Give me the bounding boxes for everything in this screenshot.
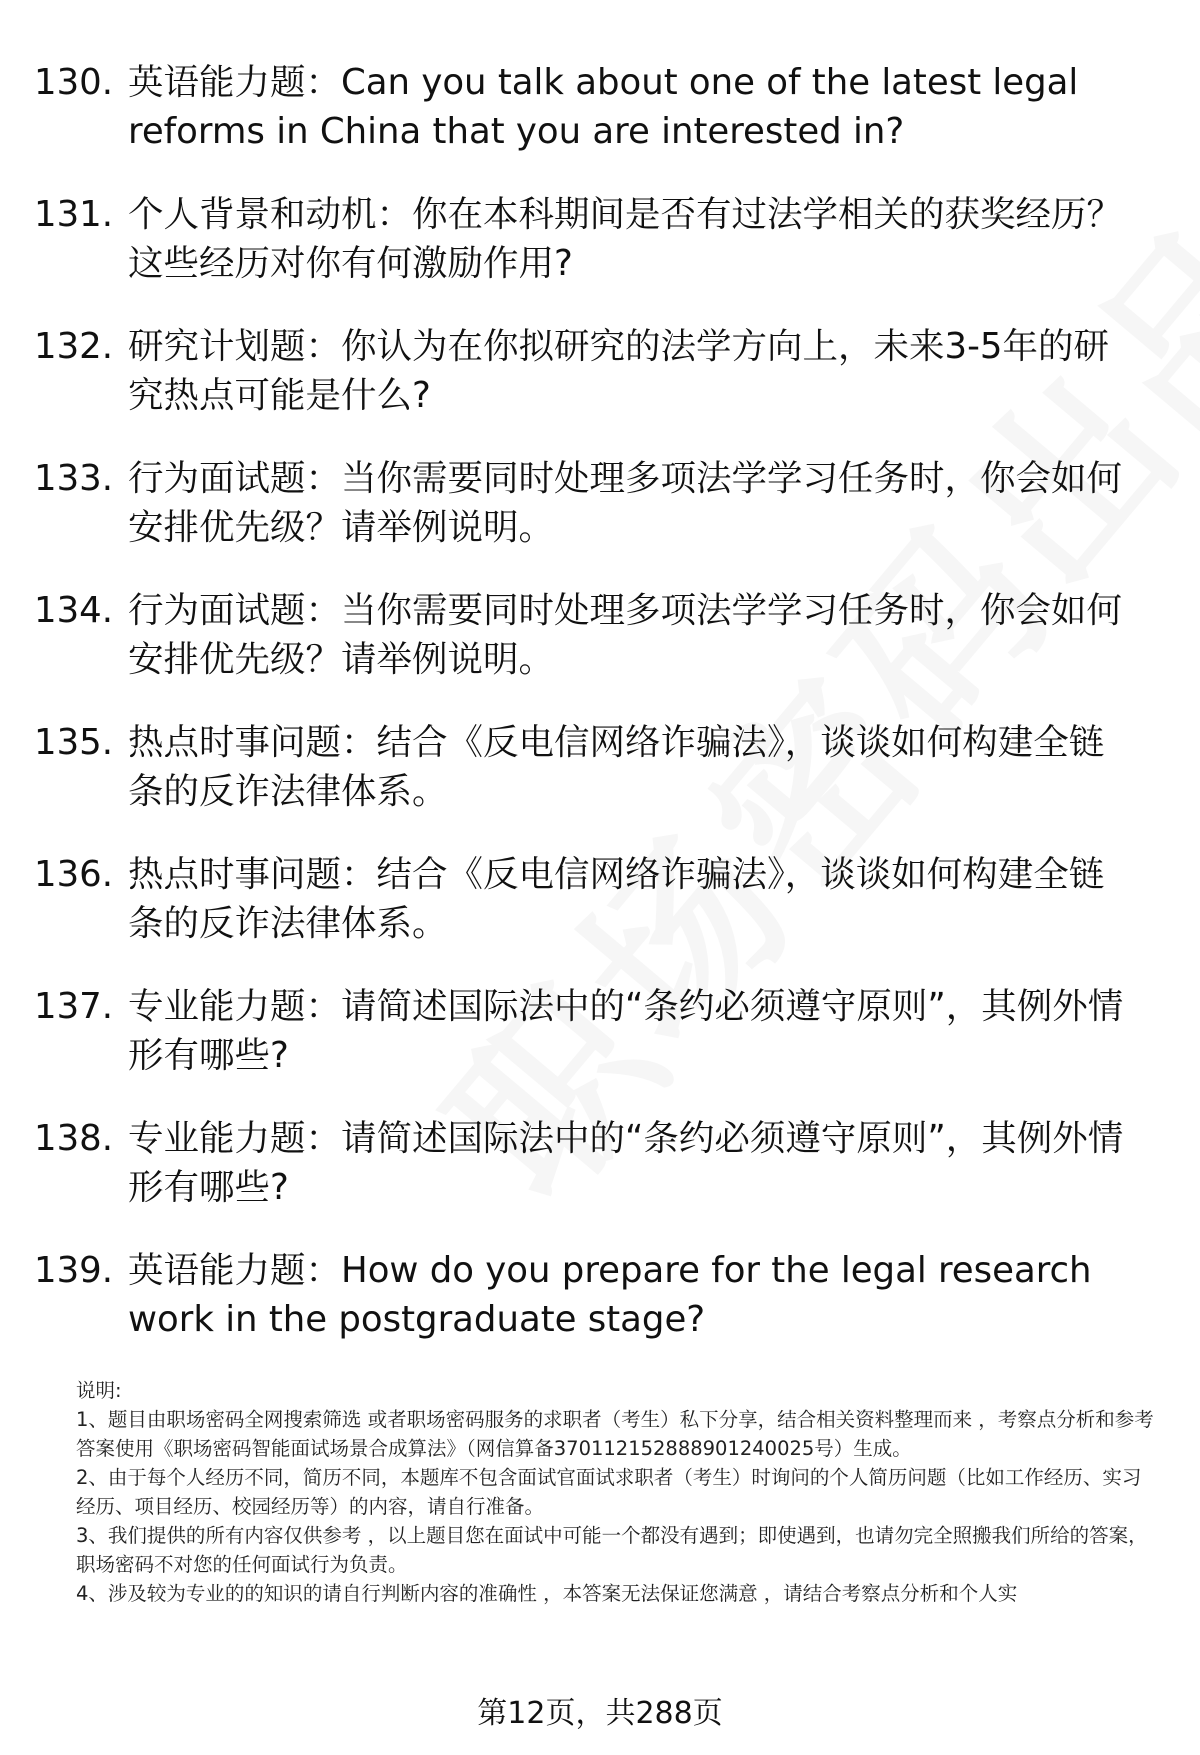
question-number: 132.	[34, 326, 114, 367]
question-text: 行为面试题：当你需要同时处理多项法学学习任务时，你会如何安排优先级？请举例说明。	[128, 458, 1123, 548]
note-item: 1、题目由职场密码全网搜索筛选 或者职场密码服务的求职者（考生）私下分享，结合相关资料整理而来 ，考察点分析和参考答案使用《职场密码智能面试场景合成算法》（网信算备370112152888901240025号）生成。	[76, 1408, 1154, 1460]
question-number: 131.	[34, 194, 114, 235]
note-item: 4、涉及较为专业的的知识的请自行判断内容的准确性 ，本答案无法保证您满意 ，请结合考察点分析和个人实	[76, 1582, 1018, 1605]
question-text: 行为面试题：当你需要同时处理多项法学学习任务时，你会如何安排优先级？请举例说明。	[128, 590, 1123, 680]
page-number: 第12页，共288页	[477, 1696, 723, 1731]
question-item	[34, 454, 1154, 552]
question-number: 133.	[34, 458, 114, 499]
question-number: 139.	[34, 1250, 114, 1291]
question-item	[34, 1246, 1154, 1344]
question-list	[34, 58, 1154, 1378]
question-text: 英语能力题：How do you prepare for the legal research work in the postgraduate stage?	[128, 1250, 1092, 1340]
question-number: 134.	[34, 590, 114, 631]
question-number: 137.	[34, 986, 114, 1027]
question-text: 英语能力题：Can you talk about one of the latest legal reforms in China that you are interested in?	[128, 62, 1079, 152]
question-number: 130.	[34, 62, 114, 103]
question-number: 138.	[34, 1118, 114, 1159]
question-text: 专业能力题：请简述国际法中的“条约必须遵守原则”，其例外情形有哪些?	[128, 986, 1124, 1076]
question-item	[34, 322, 1154, 420]
question-text: 专业能力题：请简述国际法中的“条约必须遵守原则”，其例外情形有哪些?	[128, 1118, 1124, 1208]
question-text: 研究计划题：你认为在你拟研究的法学方向上，未来3-5年的研究热点可能是什么?	[128, 326, 1109, 416]
question-text: 热点时事问题：结合《反电信网络诈骗法》，谈谈如何构建全链条的反诈法律体系。	[128, 722, 1105, 812]
question-number: 135.	[34, 722, 114, 763]
question-item	[34, 850, 1154, 948]
question-text: 热点时事问题：结合《反电信网络诈骗法》，谈谈如何构建全链条的反诈法律体系。	[128, 854, 1105, 944]
note-item: 2、由于每个人经历不同，简历不同，本题库不包含面试官面试求职者（考生）时询问的个人简历问题（比如工作经历、实习经历、项目经历、校园经历等）的内容，请自行准备。	[76, 1466, 1142, 1518]
question-item	[34, 718, 1154, 816]
notes-section	[76, 1376, 1156, 1608]
question-item	[34, 58, 1154, 156]
note-item: 3、我们提供的所有内容仅供参考 ，以上题目您在面试中可能一个都没有遇到；即使遇到，也请勿完全照搬我们所给的答案，职场密码不对您的任何面试行为负责。	[76, 1524, 1148, 1576]
question-text: 个人背景和动机：你在本科期间是否有过法学相关的获奖经历？这些经历对你有何激励作用?	[128, 194, 1123, 284]
notes-heading: 说明:	[76, 1379, 122, 1402]
question-item	[34, 982, 1154, 1080]
question-number: 136.	[34, 854, 114, 895]
question-item	[34, 190, 1154, 288]
question-item	[34, 1114, 1154, 1212]
question-item	[34, 586, 1154, 684]
